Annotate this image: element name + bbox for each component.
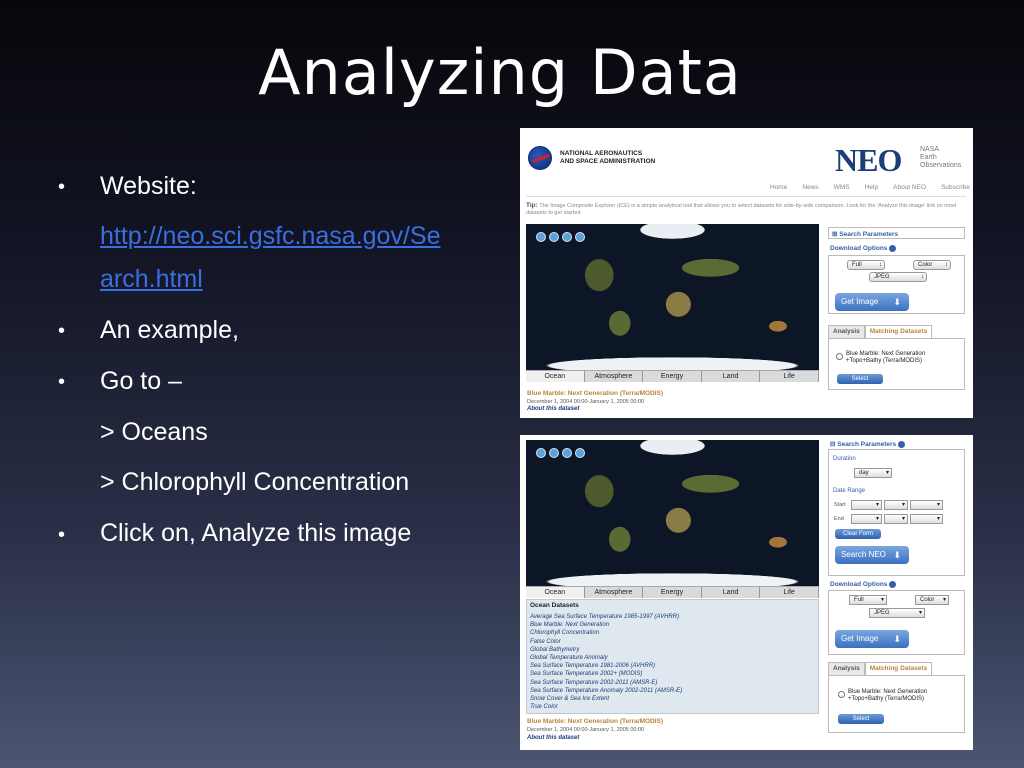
tip-bar: [526, 196, 966, 218]
help-icon[interactable]: [889, 245, 896, 252]
end-year-select[interactable]: [910, 514, 943, 524]
start-month-select[interactable]: [851, 500, 882, 510]
select-button[interactable]: Select: [837, 374, 883, 384]
bullet-dot: •: [58, 524, 66, 546]
dataset-title: Blue Marble: Next Generation (Terra/MODIS): [527, 390, 664, 397]
color-select[interactable]: Color ▾: [915, 595, 949, 605]
about-dataset-link[interactable]: About this dataset: [527, 406, 580, 412]
size-select[interactable]: Full ▾: [849, 595, 887, 605]
date-range-label: Date Range: [833, 488, 866, 494]
nav-about[interactable]: About NEO: [893, 184, 927, 191]
ocean-datasets-list: [526, 599, 819, 714]
end-month-select[interactable]: [851, 514, 882, 524]
help-icon[interactable]: [898, 441, 905, 448]
reset-icon[interactable]: [575, 448, 585, 458]
world-map-image[interactable]: [526, 440, 819, 586]
match-line2: +Topo+Bathy (Terra/MODIS): [848, 696, 925, 702]
end-day-select[interactable]: [884, 514, 908, 524]
list-item[interactable]: Chlorophyll Concentration: [530, 630, 600, 637]
neo-screenshot-bottom: [520, 435, 973, 750]
dataset-title: Blue Marble: Next Generation (Terra/MODIS): [527, 718, 664, 725]
format-select[interactable]: JPEG ↕: [869, 272, 927, 282]
dataset-date: December 1, 2004 00:00-January 1, 2005 00:00: [527, 399, 645, 405]
get-image-button[interactable]: Get Image ⬇: [835, 630, 909, 648]
agency-name: [560, 150, 670, 166]
download-options-label: Download Options: [830, 581, 888, 589]
bullet-dot: •: [58, 176, 66, 198]
bullet-dot: •: [58, 320, 66, 342]
list-item[interactable]: Blue Marble: Next Generation: [530, 622, 610, 629]
match-radio[interactable]: [836, 353, 843, 360]
tab-analysis[interactable]: Analysis: [828, 325, 865, 339]
tab-energy[interactable]: Energy: [643, 587, 702, 598]
neo-logo: NEO: [835, 142, 902, 178]
match-dataset-text: [848, 689, 948, 703]
download-options-heading: [830, 581, 896, 588]
clear-form-button[interactable]: Clear Form: [835, 529, 881, 539]
bullet-click: Click on, Analyze this image: [100, 519, 412, 547]
list-item[interactable]: Sea Surface Temperature 1981-2006 (AVHRR): [530, 663, 656, 670]
get-image-button[interactable]: Get Image ⬇: [835, 293, 909, 311]
zoom-out-icon[interactable]: [549, 232, 559, 242]
list-item[interactable]: True Color: [530, 704, 558, 711]
tab-analysis[interactable]: Analysis: [828, 662, 865, 676]
slide-title: Analyzing Data: [258, 36, 742, 109]
list-item[interactable]: Snow Cover & Sea Ice Extent: [530, 696, 610, 703]
start-day-select[interactable]: [884, 500, 908, 510]
search-parameters-panel: [828, 449, 965, 576]
about-dataset-link[interactable]: About this dataset: [527, 735, 580, 741]
map-tools: [536, 232, 585, 242]
search-neo-button[interactable]: Search NEO ⬇: [835, 546, 909, 564]
list-item[interactable]: Average Sea Surface Temperature 1985-1997 (AVHRR): [530, 614, 680, 620]
neo-screenshot-top: [520, 128, 973, 418]
agency-line1: NATIONAL AERONAUTICS: [560, 150, 643, 157]
end-label: End: [834, 516, 844, 522]
search-parameters-heading: ⊞ Search Parameters: [832, 231, 899, 238]
world-map-image[interactable]: [526, 224, 819, 370]
list-item[interactable]: False Color: [530, 638, 561, 645]
nav-home[interactable]: Home: [770, 184, 788, 191]
dataset-date: December 1, 2004 00:00-January 1, 2005 00:00: [527, 727, 645, 733]
tab-land[interactable]: Land: [702, 587, 761, 598]
search-parameters-panel[interactable]: [828, 227, 965, 239]
tab-land[interactable]: Land: [702, 371, 761, 382]
duration-select[interactable]: day ▾: [854, 468, 892, 478]
tab-ocean[interactable]: Ocean: [526, 371, 585, 382]
matching-datasets-panel: [828, 338, 965, 390]
download-options-label: Download Options: [830, 245, 888, 253]
category-tabs: [526, 370, 819, 382]
match-dataset-text: [846, 351, 946, 365]
nasa-logo-icon: [528, 146, 552, 170]
website-link-line1[interactable]: http://neo.sci.gsfc.nasa.gov/Se: [100, 222, 441, 250]
pan-icon[interactable]: [562, 448, 572, 458]
select-button[interactable]: Select: [838, 714, 884, 724]
tip-text: The Image Composite Explorer (ICE) is a simple analytical tool that allows you to select datasets for side-by-side comparison. Look for the 'Analyze this image' link on most datasets to get started.: [526, 203, 957, 216]
neo-header: [520, 128, 973, 186]
logo-sub-1: NASA: [920, 146, 940, 153]
reset-icon[interactable]: [575, 232, 585, 242]
logo-sub-2: Earth: [920, 154, 937, 161]
match-radio[interactable]: [838, 691, 845, 698]
ocean-datasets-header: Ocean Datasets: [530, 602, 579, 609]
nav-wms[interactable]: WMS: [833, 184, 850, 191]
tab-atmosphere[interactable]: Atmosphere: [585, 371, 644, 382]
bullet-chlorophyll: > Chlorophyll Concentration: [100, 468, 410, 496]
search-parameters-label: Search Parameters: [837, 441, 897, 448]
start-label: Start: [834, 502, 846, 508]
tip-label: Tip:: [526, 202, 538, 209]
zoom-out-icon[interactable]: [549, 448, 559, 458]
color-select[interactable]: Color ↕: [913, 260, 951, 270]
analysis-tabs: [828, 325, 932, 339]
bullet-goto: Go to –: [100, 367, 182, 395]
website-link-line2[interactable]: arch.html: [100, 265, 203, 293]
bullet-example: An example,: [100, 316, 239, 344]
download-options-panel: [828, 255, 965, 314]
download-options-panel: [828, 590, 965, 655]
match-line1: Blue Marble: Next Generation: [846, 351, 926, 357]
start-year-select[interactable]: [910, 500, 943, 510]
tab-energy[interactable]: Energy: [643, 371, 702, 382]
match-line2: +Topo+Bathy (Terra/MODIS): [846, 358, 923, 364]
tab-life[interactable]: Life: [760, 587, 819, 598]
pan-icon[interactable]: [562, 232, 572, 242]
list-item[interactable]: Sea Surface Temperature 2002-2011 (AMSR-E): [530, 679, 658, 686]
help-icon[interactable]: [889, 581, 896, 588]
list-item[interactable]: Sea Surface Temperature 2002+ (MODIS): [530, 671, 643, 678]
bullet-website-label: Website:: [100, 172, 197, 200]
duration-label: Duration: [833, 456, 856, 462]
agency-line2: AND SPACE ADMINISTRATION: [560, 158, 656, 165]
tab-life[interactable]: Life: [760, 371, 819, 382]
list-item[interactable]: Global Bathymetry: [530, 646, 580, 653]
map-tools: [536, 448, 585, 458]
format-select[interactable]: JPEG ▾: [869, 608, 925, 618]
nav-news[interactable]: News: [802, 184, 819, 191]
tab-matching-datasets[interactable]: Matching Datasets: [865, 662, 932, 676]
download-options-heading: [830, 245, 896, 252]
bullet-dot: •: [58, 371, 66, 393]
tab-matching-datasets[interactable]: Matching Datasets: [865, 325, 932, 339]
tab-atmosphere[interactable]: Atmosphere: [585, 587, 644, 598]
zoom-in-icon[interactable]: [536, 448, 546, 458]
matching-datasets-panel: [828, 675, 965, 733]
search-parameters-label: Search Parameters: [839, 231, 899, 238]
nav-help[interactable]: Help: [864, 184, 879, 191]
bullet-oceans: > Oceans: [100, 418, 208, 446]
search-parameters-heading: ⊟ Search Parameters: [830, 440, 905, 448]
nav-subscribe[interactable]: Subscribe: [941, 184, 970, 191]
neo-logo-subtitle: [920, 146, 970, 170]
list-item[interactable]: Sea Surface Temperature Anomaly 2002-2011 (AMSR-E): [530, 687, 683, 694]
tab-ocean[interactable]: Ocean: [526, 587, 585, 598]
size-select[interactable]: Full ↕: [847, 260, 885, 270]
neo-nav: [770, 184, 970, 191]
zoom-in-icon[interactable]: [536, 232, 546, 242]
match-line1: Blue Marble: Next Generation: [848, 689, 928, 695]
logo-sub-3: Observations: [920, 162, 962, 169]
analysis-tabs: [828, 662, 932, 676]
category-tabs: [526, 586, 819, 598]
list-item[interactable]: Global Temperature Anomaly: [530, 655, 608, 662]
